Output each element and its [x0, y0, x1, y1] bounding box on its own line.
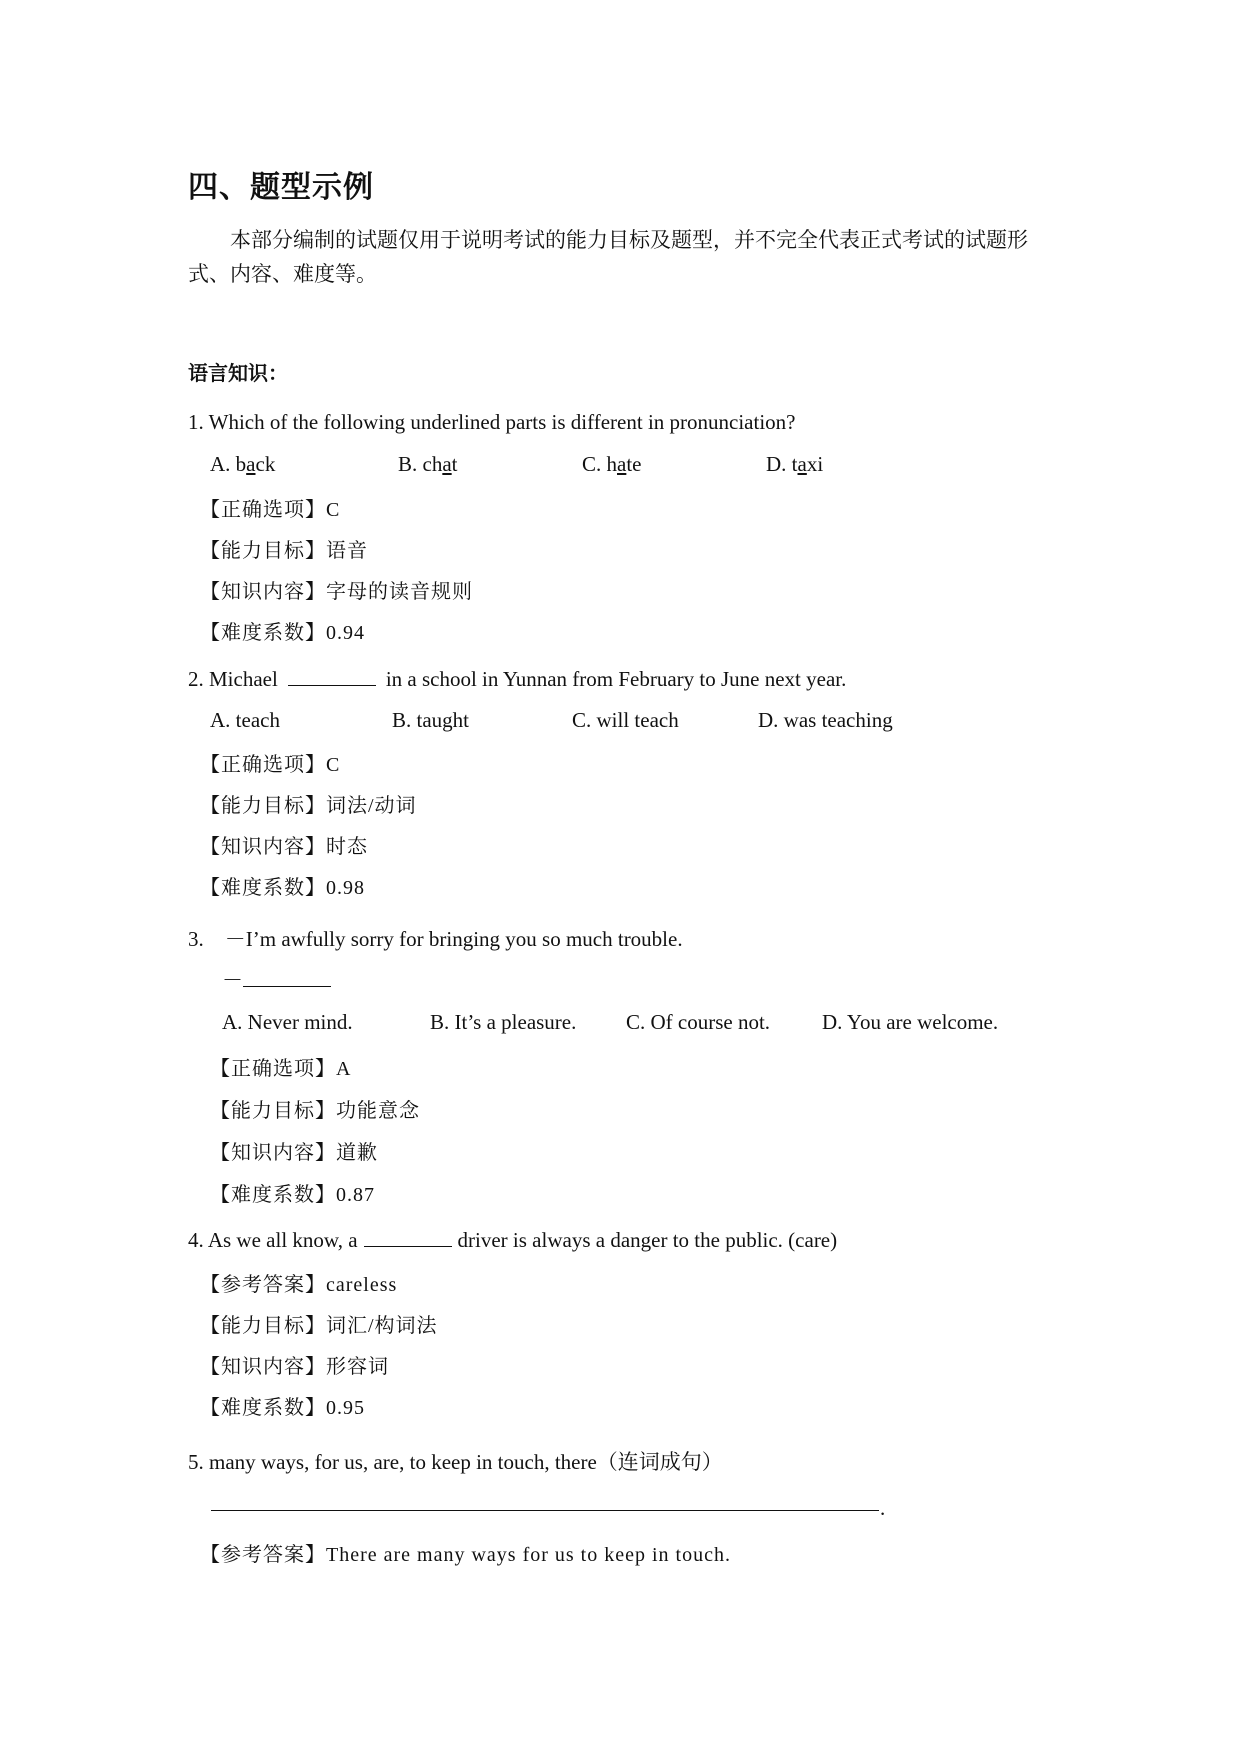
q2-option-d: D. was teaching — [758, 708, 893, 732]
q3-knowledge: 【知识内容】道歉 — [210, 1142, 378, 1164]
q3-difficulty: 【难度系数】0.87 — [210, 1184, 375, 1206]
q2-option-c: C. will teach — [572, 708, 679, 732]
q2-stem: 2. Michael in a school in Yunnan from February to June next year. — [188, 667, 847, 691]
q1-option-b: B. chat — [398, 452, 458, 476]
intro-paragraph: 本部分编制的试题仅用于说明考试的能力目标及题型，并不完全代表正式考试的试题形式、内容、难度等。 — [188, 228, 1028, 286]
q2-option-b: B. taught — [392, 708, 469, 732]
q4-ability: 【能力目标】词汇/构词法 — [200, 1315, 438, 1337]
q1-option-a: A. back — [210, 452, 276, 476]
q1-answer: 【正确选项】C — [200, 499, 341, 521]
q3-stem: 3. －I’m awfully sorry for bringing you so much trouble. — [188, 927, 683, 951]
q3-answer: 【正确选项】A — [210, 1058, 352, 1080]
q2-answer: 【正确选项】C — [200, 754, 341, 776]
q3-option-d: D. You are welcome. — [822, 1010, 999, 1034]
subsection-title: 语言知识： — [188, 363, 288, 385]
q5-stem: 5. many ways, for us, are, to keep in touch, there（连词成句） — [188, 1450, 723, 1474]
q3-ability: 【能力目标】功能意念 — [210, 1100, 420, 1122]
q4-answer: 【参考答案】careless — [200, 1274, 398, 1296]
q5-answer: 【参考答案】There are many ways for us to keep in touch. — [200, 1544, 731, 1566]
q1-knowledge: 【知识内容】字母的读音规则 — [200, 581, 473, 603]
q5-end-mark: . — [880, 1496, 886, 1520]
q2-blank — [288, 685, 376, 686]
q4-blank — [364, 1246, 452, 1247]
q1-option-d: D. taxi — [766, 452, 824, 476]
q2-ability: 【能力目标】词法/动词 — [200, 795, 417, 817]
q5-answer-line — [211, 1510, 879, 1511]
q1-stem: 1. Which of the following underlined parts is different in pronunciation? — [188, 410, 796, 434]
section-heading: 四、题型示例 — [188, 171, 374, 204]
q4-stem: 4. As we all know, a driver is always a danger to the public. (care) — [188, 1228, 838, 1252]
q2-difficulty: 【难度系数】0.98 — [200, 877, 365, 899]
q3-option-b: B. It’s a pleasure. — [430, 1010, 577, 1034]
q3-blank — [243, 964, 331, 987]
q2-option-a: A. teach — [210, 708, 280, 732]
q4-difficulty: 【难度系数】0.95 — [200, 1397, 365, 1419]
q3-option-a: A. Never mind. — [222, 1010, 353, 1034]
q1-ability: 【能力目标】语音 — [200, 540, 368, 562]
q3-option-c: C. Of course not. — [626, 1010, 771, 1034]
q1-difficulty: 【难度系数】0.94 — [200, 622, 365, 644]
q2-knowledge: 【知识内容】时态 — [200, 836, 368, 858]
q3-reply: － — [222, 964, 331, 994]
q4-knowledge: 【知识内容】形容词 — [200, 1356, 389, 1378]
q1-option-c: C. hate — [582, 452, 642, 476]
